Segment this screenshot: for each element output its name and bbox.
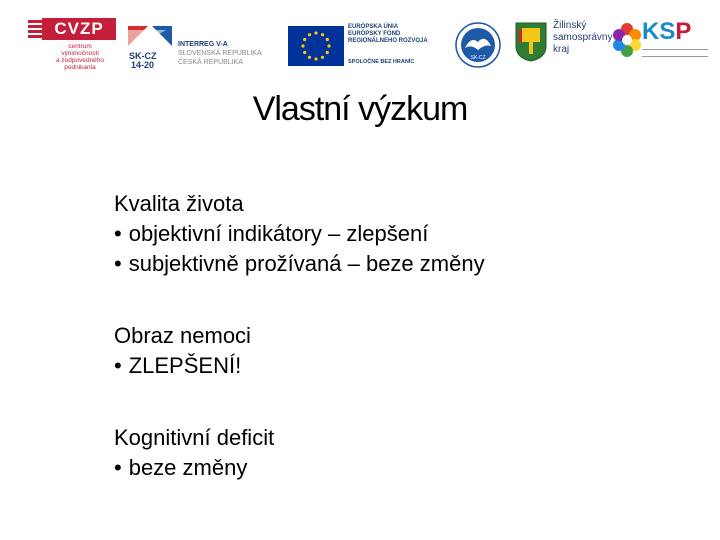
interreg-logo [126,22,274,70]
bullet-item: • subjektivně prožívaná – beze změny [114,249,485,279]
ksp-letter: S [659,18,676,45]
slide-content [114,189,485,483]
zilina-region-logo [515,20,611,70]
section-illness-perception [114,321,485,381]
section-heading: Obraz nemoci [114,323,251,348]
zilina-text [553,20,612,56]
zilina-line: kraj [553,44,570,55]
ksp-tagline-lines [642,46,708,57]
interreg-code-line: SK-CZ [129,51,157,61]
section-cognitive-deficit [114,423,485,483]
seal-text: SK-CZ [470,55,486,61]
eu-line: REGIONÁLNEHO ROZVOJA [348,38,428,44]
zilina-line: Žilinský [553,20,587,31]
bullet-item: • ZLEPŠENÍ! [114,351,485,381]
section-heading: Kognitivní deficit [114,425,275,450]
zilina-line: samosprávny [553,32,613,43]
ksp-letter: K [642,18,660,45]
seal-logo [455,22,501,68]
cvzp-subtitle-line: a zodpovedného [55,57,105,64]
eu-slogan: SPOLOČNE BEZ HRANÍC [348,59,415,65]
interreg-code-line: 14-20 [131,60,155,70]
eu-line: EURÓPSKY FOND [348,31,401,37]
interreg-line: SLOVENSKÁ REPUBLIKA [178,50,262,57]
cvzp-subtitle-line: výnimočnosti [61,50,99,57]
partner-logos-bar [0,0,720,82]
zilina-shield-icon [515,22,547,62]
seal-emblem-icon [455,22,501,68]
ksp-logo [612,18,708,70]
ksp-letter: P [675,18,692,45]
cvzp-subtitle-line: centrum [68,43,92,50]
section-quality-of-life [114,189,485,279]
eu-text [348,24,428,45]
slide-title: Vlastní výzkum [252,90,468,128]
eu-line: EURÓPSKA ÚNIA [348,24,399,30]
ksp-wordmark [642,18,691,46]
bullet-item: • objektivní indikátory – zlepšení [114,219,485,249]
interreg-line: INTERREG V-A [178,41,228,48]
cvzp-subtitle-line: podnikania [64,64,96,71]
ksp-flower-icon [612,20,642,64]
eu-logo [288,24,438,70]
cvzp-stripes-icon [28,20,42,38]
interreg-mark-icon [126,22,174,70]
cvzp-wordmark: CVZP [42,18,116,40]
eu-flag-icon [288,26,344,66]
bullet-item: • beze změny [114,453,485,483]
section-heading: Kvalita života [114,191,244,216]
cvzp-subtitle [40,43,120,71]
interreg-text [178,40,262,67]
interreg-line: ČESKÁ REPUBLIKA [178,59,243,66]
cvzp-logo [28,18,120,71]
